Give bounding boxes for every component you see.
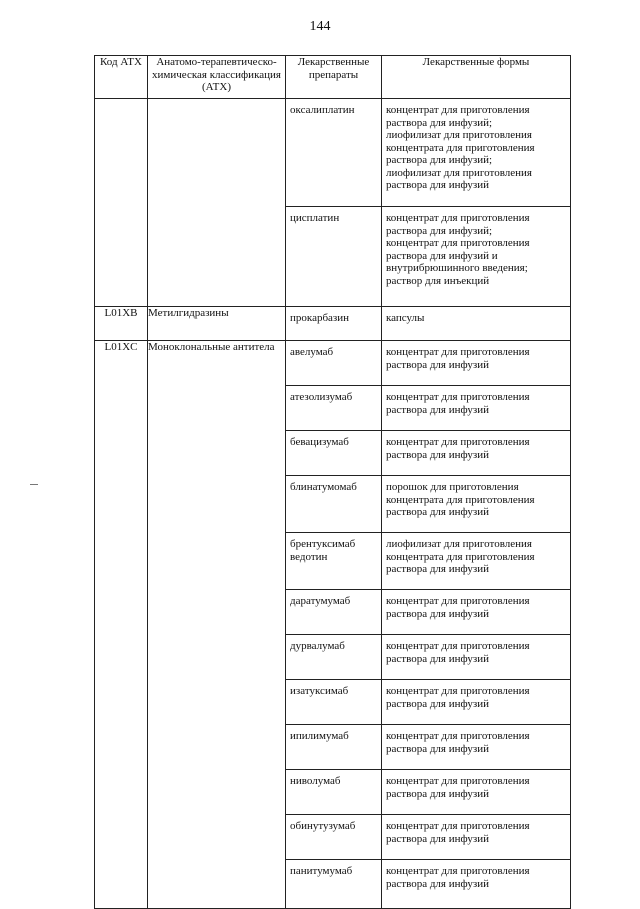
table-body — [95, 99, 571, 909]
atc-group — [148, 99, 286, 307]
dosage-form: концентрат для приготовления раствора для инфузий — [382, 635, 571, 680]
drug-name: даратумумаб — [286, 590, 382, 635]
dosage-form: концентрат для приготовления раствора для инфузий — [382, 341, 571, 386]
dosage-form: капсулы — [382, 307, 571, 341]
dosage-form: концентрат для приготовления раствора для инфузий; концентрат для приготовления раствора для инфузий и внутрибрюшинного введения; раствор для инъекций — [382, 207, 571, 307]
table-row — [95, 341, 571, 386]
dosage-form: порошок для приготовления концентрата для приготовления раствора для инфузий — [382, 476, 571, 533]
header-forms: Лекарственные формы — [382, 56, 571, 99]
drug-name: оксалиплатин — [286, 99, 382, 207]
drug-name: панитумумаб — [286, 860, 382, 909]
table-row — [95, 307, 571, 341]
dosage-form: концентрат для приготовления раствора для инфузий — [382, 386, 571, 431]
drug-name: блинатумомаб — [286, 476, 382, 533]
header-group: Анатомо-терапевтическо-химическая классификация (АТХ) — [148, 56, 286, 99]
table-header-row — [95, 56, 571, 99]
drug-name: дурвалумаб — [286, 635, 382, 680]
drug-name: ниволумаб — [286, 770, 382, 815]
dosage-form: концентрат для приготовления раствора для инфузий — [382, 590, 571, 635]
drug-name: изатуксимаб — [286, 680, 382, 725]
drug-name: бевацизумаб — [286, 431, 382, 476]
atc-code — [95, 99, 148, 307]
header-code: Код АТХ — [95, 56, 148, 99]
dosage-form: концентрат для приготовления раствора для инфузий; лиофилизат для приготовления концентрата для приготовления раствора для инфузий; лиофилизат для приготовления раствора для инфузий — [382, 99, 571, 207]
atc-table — [94, 55, 571, 909]
atc-code: L01XB — [95, 307, 148, 341]
atc-code: L01XC — [95, 341, 148, 909]
drug-name: обинутузумаб — [286, 815, 382, 860]
dosage-form: концентрат для приготовления раствора для инфузий — [382, 725, 571, 770]
table-row — [95, 99, 571, 207]
dosage-form: концентрат для приготовления раствора для инфузий — [382, 680, 571, 725]
dosage-form: концентрат для приготовления раствора для инфузий — [382, 860, 571, 909]
page-number: 144 — [309, 19, 331, 34]
dosage-form: концентрат для приготовления раствора для инфузий — [382, 770, 571, 815]
drug-name: атезолизумаб — [286, 386, 382, 431]
scan-artifact — [30, 484, 38, 485]
dosage-form: концентрат для приготовления раствора для инфузий — [382, 815, 571, 860]
atc-group: Моноклональные антитела — [148, 341, 286, 909]
dosage-form: лиофилизат для приготовления концентрата для приготовления раствора для инфузий — [382, 533, 571, 590]
header-drugs: Лекарственные препараты — [286, 56, 382, 99]
drug-name: брентуксимаб ведотин — [286, 533, 382, 590]
drug-name: прокарбазин — [286, 307, 382, 341]
dosage-form: концентрат для приготовления раствора для инфузий — [382, 431, 571, 476]
atc-group: Метилгидразины — [148, 307, 286, 341]
drug-name: цисплатин — [286, 207, 382, 307]
drug-name: ипилимумаб — [286, 725, 382, 770]
drug-name: авелумаб — [286, 341, 382, 386]
